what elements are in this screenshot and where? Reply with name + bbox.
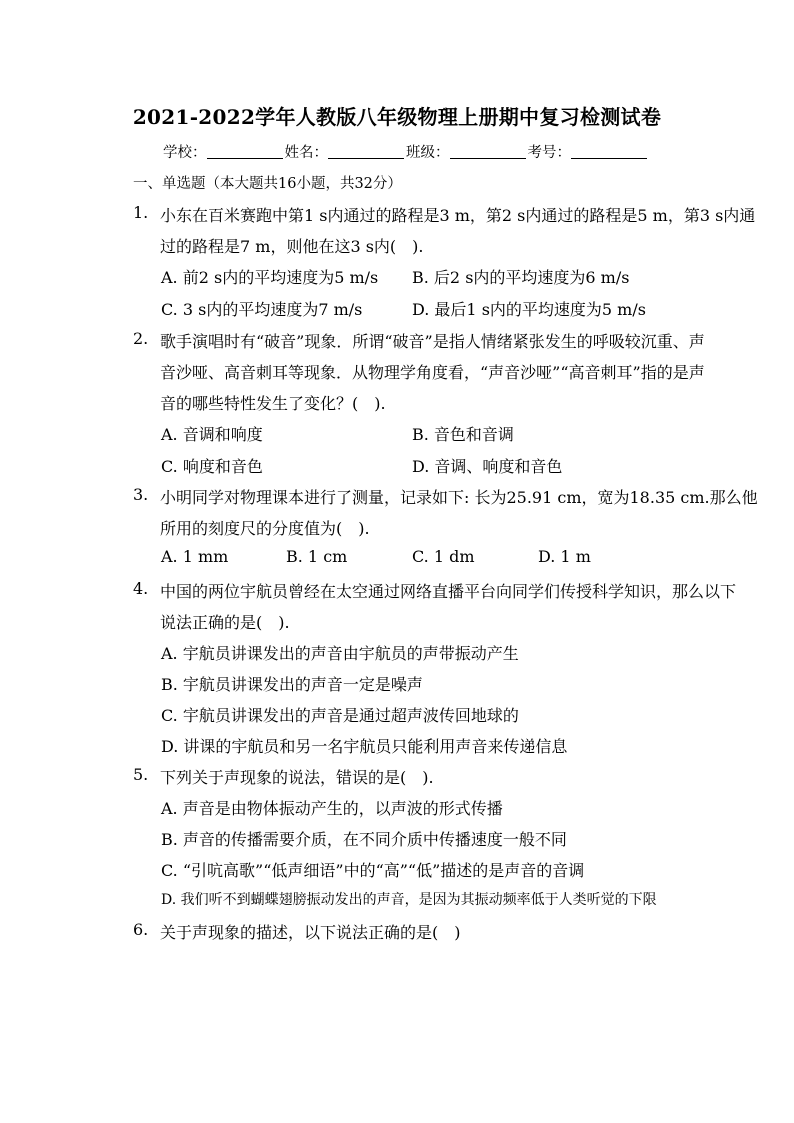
option-b: B. 音色和音调 xyxy=(412,425,514,444)
option-a: A. 声音是由物体振动产生的，以声波的形式传播 xyxy=(161,799,503,818)
question-text-line: 过的路程是7 m，则他在这3 s内( ). xyxy=(160,237,424,256)
question-text-line: 音沙哑、高音刺耳等现象．从物理学角度看，“声音沙哑”“高音刺耳”指的是声 xyxy=(160,363,705,382)
section-heading: 一、单选题（本大题共16小题，共32分） xyxy=(133,176,402,192)
question-text-line: 歌手演唱时有“破音”现象．所谓“破音”是指人情绪紧张发生的呼吸较沉重、声 xyxy=(160,332,705,351)
name-label: 姓名： xyxy=(284,145,328,161)
exam-number-blank xyxy=(571,144,647,159)
option-d: D. 讲课的宇航员和另一名宇航员只能利用声音来传递信息 xyxy=(161,737,568,756)
option-b: B. 1 cm xyxy=(286,547,348,566)
student-info-line xyxy=(163,141,649,162)
option-c: C. 3 s内的平均速度为7 m/s xyxy=(161,300,363,319)
question-number: 2. xyxy=(133,329,149,348)
option-d: D. 音调、响度和音色 xyxy=(412,457,563,476)
option-a: A. 前2 s内的平均速度为5 m/s xyxy=(161,268,379,287)
exam-number-label: 考号： xyxy=(527,145,571,161)
question-number: 4. xyxy=(133,579,149,598)
page-title: 2021-2022学年人教版八年级物理上册期中复习检测试卷 xyxy=(132,105,662,129)
option-d: D. 最后1 s内的平均速度为5 m/s xyxy=(412,300,646,319)
option-d: D. 1 m xyxy=(538,547,591,566)
question-number: 6. xyxy=(133,920,149,939)
question-text-line: 所用的刻度尺的分度值为( ). xyxy=(160,519,370,538)
option-a: A. 1 mm xyxy=(161,547,229,566)
name-blank xyxy=(328,144,404,159)
school-label: 学校： xyxy=(163,145,207,161)
option-a: A. 音调和响度 xyxy=(161,425,263,444)
question-text-line: 中国的两位宇航员曾经在太空通过网络直播平台向同学们传授科学知识，那么以下 xyxy=(160,582,737,601)
school-blank xyxy=(207,144,283,159)
option-c: C. “引吭高歌”“低声细语”中的“高”“低”描述的是声音的音调 xyxy=(161,861,585,880)
question-number: 3. xyxy=(133,485,149,504)
option-d: D. 我们听不到蝴蝶翅膀振动发出的声音，是因为其振动频率低于人类听觉的下限 xyxy=(161,892,657,908)
class-blank xyxy=(450,144,526,159)
option-c: C. 宇航员讲课发出的声音是通过超声波传回地球的 xyxy=(161,706,519,725)
question-text-line: 小东在百米赛跑中第1 s内通过的路程是3 m，第2 s内通过的路程是5 m，第3 s内通 xyxy=(160,206,756,225)
question-number: 1. xyxy=(133,203,149,222)
question-number: 5. xyxy=(133,765,149,784)
question-text-line: 音的哪些特性发生了变化？( ). xyxy=(160,394,386,413)
question-text-line: 说法正确的是( ). xyxy=(160,613,290,632)
question-text-line: 小明同学对物理课本进行了测量，记录如下: 长为25.91 cm，宽为18.35 cm.那么他 xyxy=(160,488,758,507)
option-c: C. 1 dm xyxy=(412,547,475,566)
option-b: B. 宇航员讲课发出的声音一定是噪声 xyxy=(161,675,423,694)
option-c: C. 响度和音色 xyxy=(161,457,263,476)
option-b: B. 声音的传播需要介质，在不同介质中传播速度一般不同 xyxy=(161,830,567,849)
option-a: A. 宇航员讲课发出的声音由宇航员的声带振动产生 xyxy=(161,644,519,663)
class-label: 班级： xyxy=(406,145,450,161)
question-text-line: 关于声现象的描述，以下说法正确的是( ) xyxy=(160,923,461,942)
option-b: B. 后2 s内的平均速度为6 m/s xyxy=(412,268,630,287)
question-text-line: 下列关于声现象的说法，错误的是( ). xyxy=(160,768,434,787)
